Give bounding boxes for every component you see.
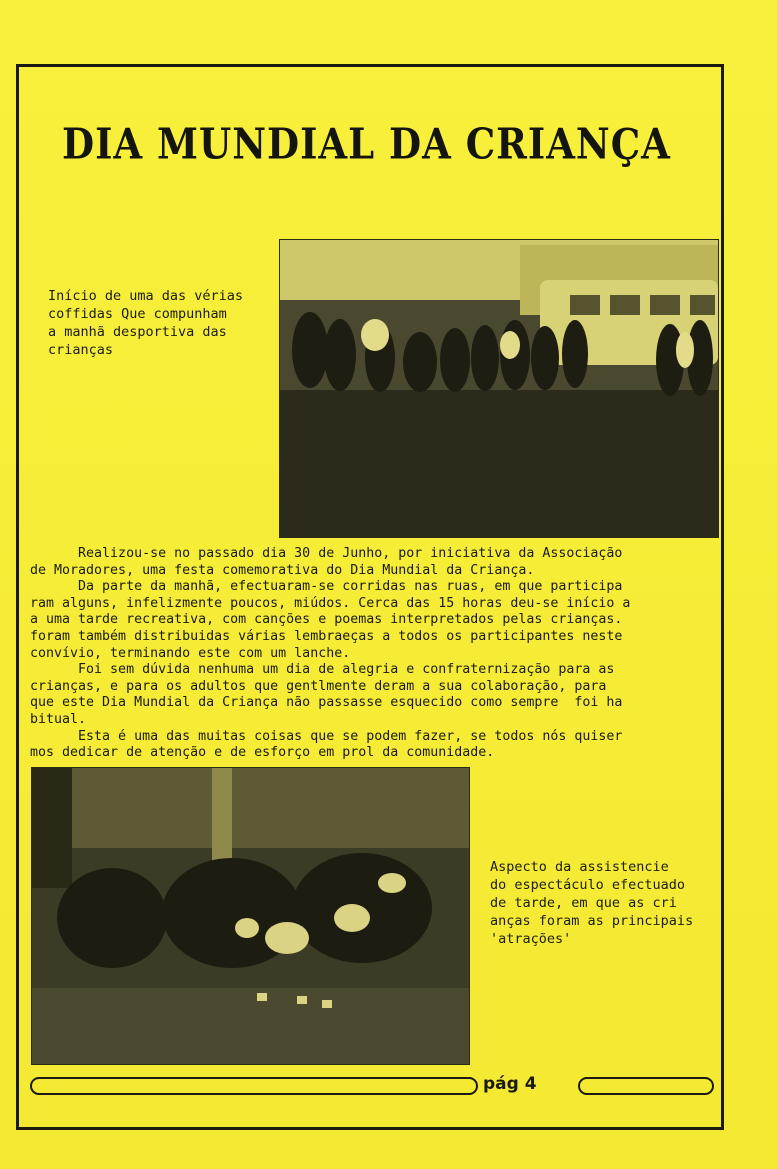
- article-line: Foi sem dúvida nenhuma um dia de alegria e confraternização para as: [30, 662, 615, 678]
- article-line: convívio, terminando este com um lanche.: [30, 645, 351, 661]
- page-title: DIA MUNDIAL DA CRIANÇA: [62, 118, 671, 169]
- article-line: ram alguns, infelizmente poucos, miúdos. Cerca das 15 horas deu-se início a: [30, 595, 631, 611]
- article-line: bitual.: [30, 711, 87, 727]
- page-number: pág 4: [483, 1074, 537, 1094]
- article-line: foram também distribuidas várias lembraeças a todos os participantes neste: [30, 628, 623, 644]
- article-line: de Moradores, uma festa comemorativa do Dia Mundial da Criança.: [30, 562, 535, 578]
- article-line: Realizou-se no passado dia 30 de Junho, por iniciativa da Associação: [30, 546, 623, 561]
- article-line: Esta é uma das muitas coisas que se podem fazer, se todos nós quiser: [30, 728, 623, 744]
- article-line: a uma tarde recreativa, com canções e poemas interpretados pelas crianças.: [30, 612, 623, 628]
- photo2-caption: Aspecto da assistencie do espectáculo efectuado de tarde, em que as cri anças foram as principais 'atrações': [490, 859, 694, 947]
- photo1-caption: Início de uma das vérias coffidas Que compunham a manhã desportiva das crianças: [48, 288, 244, 358]
- photo-race-start: [279, 239, 719, 538]
- article-line: Da parte da manhã, efectuaram-se corridas nas ruas, em que participa: [30, 579, 623, 595]
- footer-rule-right: [578, 1077, 714, 1095]
- article-line: que este Dia Mundial da Criança não passasse esquecido como sempre foi ha: [30, 695, 623, 711]
- article-line: mos dedicar de atenção e de esforço em prol da comunidade.: [30, 745, 495, 761]
- footer-rule-left: [30, 1077, 478, 1095]
- photo-audience: [31, 767, 470, 1065]
- article-body: [30, 546, 720, 762]
- article-line: crianças, e para os adultos que gentlmente deram a sua colaboração, para: [30, 678, 607, 694]
